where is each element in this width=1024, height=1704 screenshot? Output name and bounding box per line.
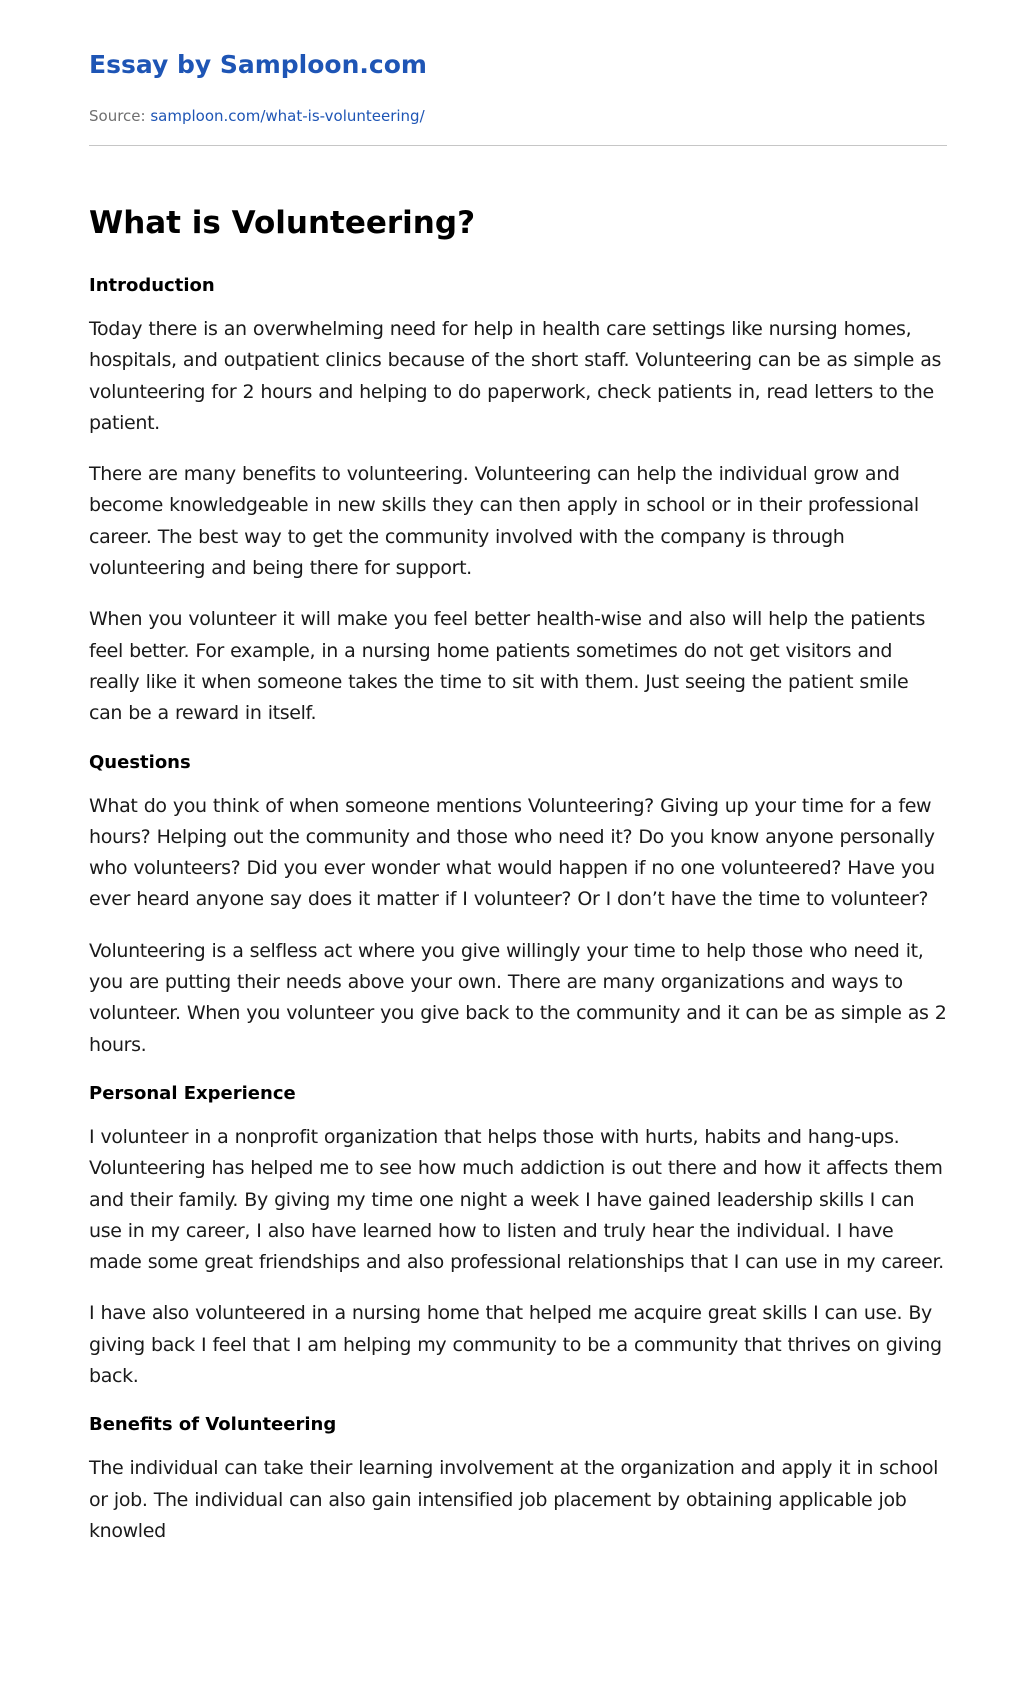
essay-content [89, 203, 947, 1567]
section-heading-questions: Questions [89, 751, 191, 773]
paragraph: I volunteer in a nonprofit organization that helps those with hurts, habits and hang-ups. Volunteering has helped me to see how much addiction is out there and how it affects them and their family. By giving my time one night a week I have gained leadership skills I can use in my career, I also have learned how to listen and truly hear the individual. I have made some great friendships and also professional relationships that I can use in my career. [89, 1125, 944, 1274]
paragraph: I have also volunteered in a nursing home that helped me acquire great skills I can use. By giving back I feel that I am helping my community to be a community that thrives on giving back. [89, 1302, 942, 1388]
section-heading-personal-experience: Personal Experience [89, 1082, 296, 1104]
section-heading-introduction: Introduction [89, 275, 215, 296]
paragraph: The individual can take their learning involvement at the organization and apply it in school or job. The individual can also gain intensified job placement by obtaining applicable job knowled [89, 1457, 939, 1542]
essay-title: What is Volunteering? [89, 205, 476, 241]
paragraph: What do you think of when someone mentions Volunteering? Giving up your time for a few hours? Helping out the community and those who need it? Do you know anyone personally who volunteers? Did you ever wonder what would happen if no one volunteered? Have you ever heard anyone say does it matter if I volunteer? Or I don’t have the time to volunteer? [89, 794, 935, 911]
header-divider [89, 145, 947, 146]
source-line [89, 107, 425, 125]
section-heading-benefits: Benefits of Volunteering [89, 1414, 337, 1436]
paragraph: There are many benefits to volunteering. Volunteering can help the individual grow and become knowledgeable in new skills they can then apply in school or in their professional career. The best way to get the community involved with the company is through volunteering and being there for support. [89, 463, 919, 580]
paragraph: Volunteering is a selfless act where you give willingly your time to help those who need it, you are putting their needs above your own. There are many organizations and ways to volunteer. When you volunteer you give back to the community and it can be as simple as 2 hours. [89, 939, 947, 1056]
paragraph: When you volunteer it will make you feel better health-wise and also will help the patients feel better. For example, in a nursing home patients sometimes do not get visitors and really like it when someone takes the time to sit with them. Just seeing the patient smile can be a reward in itself. [89, 608, 926, 725]
source-link[interactable]: samploon.com/what-is-volunteering/ [150, 107, 425, 125]
source-label: Source: [89, 107, 146, 125]
brand-link[interactable]: Essay by Samploon.com [89, 50, 427, 79]
paragraph: Today there is an overwhelming need for help in health care settings like nursing homes, hospitals, and outpatient clinics because of the short staff. Volunteering can be as simple as volunteering for 2 hours and helping to do paperwork, check patients in, read letters to the patient. [89, 318, 942, 434]
